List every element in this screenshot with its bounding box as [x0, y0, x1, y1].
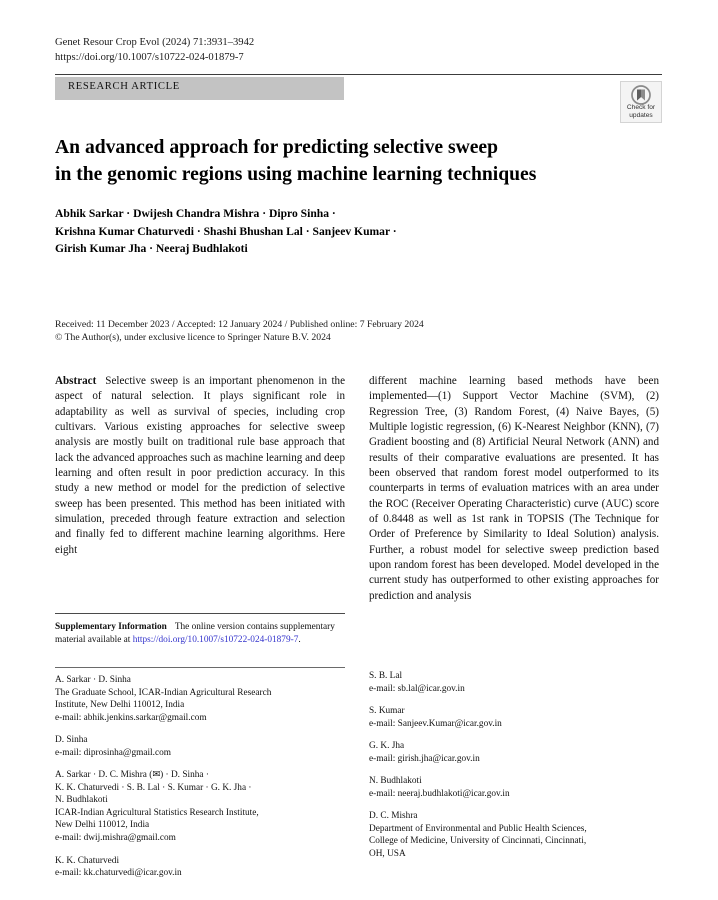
author-list: [55, 205, 655, 258]
author-line-1: Abhik Sarkar · Dwijesh Chandra Mishra · Dipro Sinha ·: [55, 207, 336, 220]
affiliations-right: [369, 670, 661, 861]
affiliation-group: [55, 855, 347, 880]
affiliation-group: [55, 734, 347, 759]
affiliation-group: [369, 810, 661, 860]
affiliation-group: [369, 705, 661, 730]
affiliation-line: e-mail: girish.jha@icar.gov.in: [369, 753, 480, 764]
journal-citation: Genet Resour Crop Evol (2024) 71:3931–3942: [55, 37, 255, 48]
abstract-label: Abstract: [55, 375, 97, 387]
page-title: [55, 135, 655, 188]
affiliation-line: e-mail: diprosinha@gmail.com: [55, 747, 171, 758]
publication-info: [55, 318, 665, 345]
abstract-column-right: [369, 374, 659, 604]
supplementary-period: .: [298, 634, 301, 645]
supplementary-label: Supplementary Information: [55, 622, 167, 632]
affiliation-line: Department of Environmental and Public Health Sciences,: [369, 823, 587, 834]
affiliation-line: D. Sinha: [55, 735, 88, 746]
check-for-updates-text: [621, 104, 661, 119]
affiliation-line: G. K. Jha: [369, 741, 405, 752]
copyright-line: © The Author(s), under exclusive licence to Springer Nature B.V. 2024: [55, 332, 331, 344]
title-line-2: in the genomic regions using machine learning techniques: [55, 163, 537, 185]
supplementary-divider-bottom: [55, 667, 345, 668]
affiliation-line: ICAR-Indian Agricultural Statistics Research Institute,: [55, 807, 259, 818]
author-line-3: Girish Kumar Jha · Neeraj Budhlakoti: [55, 242, 248, 255]
supplementary-information: [55, 621, 347, 646]
affiliation-group: [369, 775, 661, 800]
journal-doi: https://doi.org/10.1007/s10722-024-01879-7: [55, 51, 244, 63]
abstract-paragraph-right: [369, 374, 659, 604]
affiliation-group: [369, 740, 661, 765]
check-for-updates-badge[interactable]: [620, 81, 662, 123]
affiliation-line: A. Sarkar · D. Sinha: [55, 675, 131, 685]
affiliation-line: D. C. Mishra: [369, 811, 418, 822]
affiliation-line: Institute, New Delhi 110012, India: [55, 700, 185, 711]
affiliation-line: e-mail: Sanjeev.Kumar@icar.gov.in: [369, 718, 502, 729]
affiliation-line: The Graduate School, ICAR-Indian Agricultural Research: [55, 687, 272, 698]
supplementary-doi-link[interactable]: [133, 635, 299, 645]
crossmark-logo-icon: [631, 85, 651, 105]
abstract-column-left: [55, 374, 345, 558]
affiliation-group: [55, 674, 347, 724]
affiliation-line: OH, USA: [369, 849, 406, 860]
supplementary-text: The online version contains supplementary material available at: [55, 622, 335, 645]
abstract-paragraph-left: [55, 374, 345, 558]
affiliation-group: [369, 670, 661, 695]
affiliation-line: N. Budhlakoti: [55, 795, 108, 806]
check-for-updates-line2: updates: [629, 111, 653, 119]
affiliation-line: A. Sarkar · D. C. Mishra (✉) · D. Sinha ·: [55, 770, 209, 781]
affiliation-line: K. K. Chaturvedi: [55, 855, 120, 866]
supplementary-doi-link-part1: https://doi.: [132, 634, 173, 645]
affiliation-line: College of Medicine, University of Cincinnati, Cincinnati,: [369, 836, 587, 847]
abstract-text-left: Selective sweep is an important phenomenon in the aspect of natural selection. It plays significant role in adaptability as well as survival of species, including crop cultivars. Various existing approaches for selective sweep analysis are mostly built on traditional rule base approach that lack the advanced approaches such as machine learning and deep learning and often result in poor prediction accuracy. In this study a new method or model for the prediction of selective sweep has been presented. This method has been initiated with simulation, preceded through feature extraction and selection and finally fed to different machine learning algorithms. Here eight: [55, 375, 345, 556]
affiliation-line: S. Kumar: [369, 706, 405, 717]
affiliation-line: K. K. Chaturvedi · S. B. Lal · S. Kumar · G. K. Jha ·: [55, 782, 252, 793]
affiliations-left: [55, 674, 347, 880]
affiliation-line: N. Budhlakoti: [369, 776, 422, 787]
affiliation-line: e-mail: neeraj.budhlakoti@icar.gov.in: [369, 788, 510, 799]
journal-header: [55, 36, 665, 65]
affiliation-line: e-mail: dwij.mishra@gmail.com: [55, 833, 176, 844]
title-line-1: An advanced approach for predicting selective sweep: [55, 137, 499, 158]
abstract-text-right: different machine learning based methods have been implemented—(1) Support Vector Machine (SVM), (2) Regression Tree, (3) Random Forest, (4) Naive Bayes, (5) Multiple logistic regression, (6) K-Nearest Neighbor (KNN), (7) Gradient boosting and (8) Artificial Neural Network (ANN) and results of their comparative evaluations are presented. It has been observed that random forest model outperformed to its counterparts in terms of evaluation matrices with an area under the ROC (Receiver Operating Characteristic) curve (AUC) score of 0.8448 as well as 1st rank in TOPSIS (The Technique for Order of Preference by Similarity to Ideal Solution) analysis. Further, a robust model for selective sweep prediction based upon random forest has been developed. Model developed in the current study has outperformed to other existing approaches for prediction and analysis: [369, 375, 659, 602]
affiliation-group: [55, 769, 347, 844]
check-for-updates-line1: Check for: [626, 104, 656, 111]
affiliation-line: S. B. Lal: [369, 671, 403, 681]
article-type-label: RESEARCH ARTICLE: [68, 81, 180, 92]
article-type-banner: [55, 77, 344, 100]
affiliation-line: New Delhi 110012, India: [55, 820, 150, 831]
supplementary-doi-link-part2: org/10.1007/s10722-024-01879-7: [172, 634, 299, 645]
author-line-2: Krishna Kumar Chaturvedi · Shashi Bhushan Lal · Sanjeev Kumar ·: [55, 224, 397, 238]
affiliation-line: e-mail: abhik.jenkins.sarkar@gmail.com: [55, 712, 207, 723]
supplementary-divider-top: [55, 613, 345, 614]
header-divider: [55, 74, 662, 75]
affiliation-line: e-mail: kk.chaturvedi@icar.gov.in: [55, 868, 182, 879]
affiliation-line: e-mail: sb.lal@icar.gov.in: [369, 683, 465, 694]
publication-dates: Received: 11 December 2023 / Accepted: 12 January 2024 / Published online: 7 February 2024: [55, 319, 424, 330]
